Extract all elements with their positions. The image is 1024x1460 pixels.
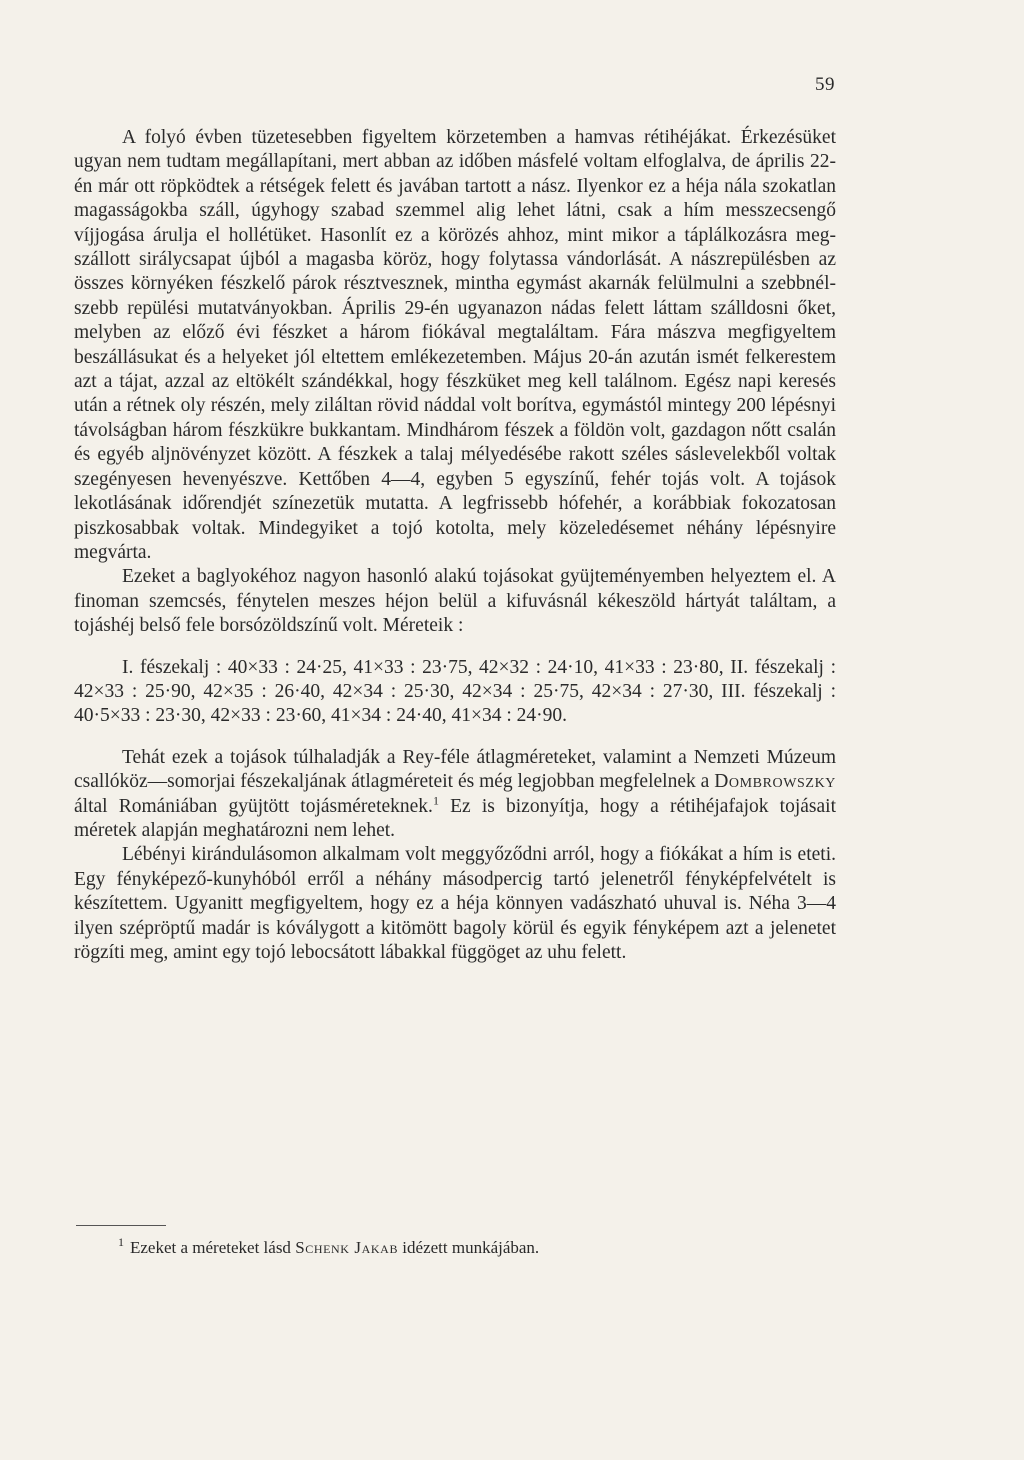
author-name-schenk-jakab: Schenk Jakab xyxy=(295,1238,399,1257)
author-name-dombrowszky: Dombrowszky xyxy=(714,771,836,793)
paragraph-1: A folyó évben tüzetesebben figyeltem körzetemben a hamvas rétihéjákat. Érkezésüket ugyan nem tudtam megállapítani, mert abban az időben másfelé voltam elfoglalva, de április 22-én már ott röpködtek a rétségek felett és javában tartott a nász. Ilyenkor ez a héja nála szokatlan magasságokba száll, úgyhogy szabad szemmel alig lehet látni, csak a hím messzecsengő víjjogása árulja el hollétüket. Hasonlít ez a körözés ahhoz, mint mikor a táplálkozásra megszállott sirálycsapat újból a magasba köröz, hogy folytassa vándorlását. A nászrepülésben az összes környéken fészkelő párok résztvesznek, mintha egymást akarnák felülmulni a szebbnél-szebb repülési mutatványokban. Április 29-én ugyanazon nádas felett láttam szálldosni őket, melyben az előző évi fészket a három fiókával megtaláltam. Fára mászva megfigyeltem beszállásukat és a helyeket jól eltettem emlékezetemben. Május 20-án azután ismét felkerestem azt a tájat, azzal az eltökélt szándékkal, hogy fészküket meg kell találnom. Egész napi keresés után a rétnek oly részén, mely ziláltan rövid náddal volt borítva, egymástól mintegy 200 lépésnyi távolságban három fészkükre bukkantam. Mindhárom fészek a földön volt, gazdagon nőtt csalán és egyéb aljnövényzet között. A fészkek a talaj mélyedésébe rakott széles sáslevelekből voltak szegényesen hevenyészve. Kettőben 4—4, egyben 5 egyszínű, fehér tojás volt. A tojások lekotlásának időrendjét színezetük mutatta. A legfrissebb hófehér, a korábbiak fokozatosan piszkosabbak voltak. Mindegyiket a tojó kotolta, mely közeledésemet néhány lépésnyire megvárta. xyxy=(74,127,836,563)
egg-measurements-paragraph: I. fészekalj : 40×33 : 24·25, 41×33 : 23·75, 42×32 : 24·10, 41×33 : 23·80, II. fészekalj : 42×33 : 25·90, 42×35 : 26·40, 42×34 : 25·30, 42×34 : 25·75, 42×34 : 27·30, III. fészekalj : 40·5×33 : 23·30, 42×33 : 23·60, 41×34 : 24·40, 41×34 : 24·90. xyxy=(74,656,836,727)
body-text xyxy=(74,126,836,965)
paragraph-4-text-start: Tehát ezek a tojások túlhaladják a Rey-féle átlagméreteket, valamint a Nemzeti Múzeum csallóköz—somorjai fészekaljának átlagméreteit és még legjobban megfelelnek a xyxy=(74,746,836,793)
paragraph-4-text-end: Ez is bizonyítja, hogy a rétihéjafajok tojásait méretek alapján meghatározni nem lehet. xyxy=(74,795,836,841)
page-number: 59 xyxy=(815,74,835,95)
footnote-text-start: Ezeket a méreteket lásd xyxy=(130,1238,296,1257)
footnote xyxy=(118,1237,818,1259)
footnote-text-end: idézett munkájában. xyxy=(398,1238,540,1257)
footnote-divider xyxy=(76,1225,166,1226)
paragraph-2: Ezeket a baglyokéhoz nagyon hasonló alakú tojásokat gyüjteményemben helyeztem el. A finoman szemcsés, fénytelen meszes héjon belül a kifuvásnál kékeszöld hártyát találtam, a tojáshéj belső fele borsózöldszínű volt. Méreteik : xyxy=(74,566,836,637)
paragraph-4 xyxy=(74,746,836,844)
footnote-mark: 1 xyxy=(118,1235,124,1250)
paragraph-4-text-middle: által Romániában gyüjtött tojásméreteknek. xyxy=(74,795,433,817)
paragraph-5: Lébényi kirándulásomon alkalmam volt meggyőződni arról, hogy a fiókákat a hím is eteti. Egy fényképező-kunyhóból erről a néhány másodpercig tartó jelenetről fényképfelvételt is készítettem. Ugyanitt megfigyeltem, hogy ez a héja könnyen vadászható uhuval is. Néha 3—4 ilyen szépröptű madár is kóválygott a kitömött bagoly körül és egyik fényképem azt a jelenetet rögzíti meg, amint egy tojó lebocsátott lábakkal függöget az uhu felett. xyxy=(74,844,836,963)
footnote-reference: 1 xyxy=(432,793,439,808)
